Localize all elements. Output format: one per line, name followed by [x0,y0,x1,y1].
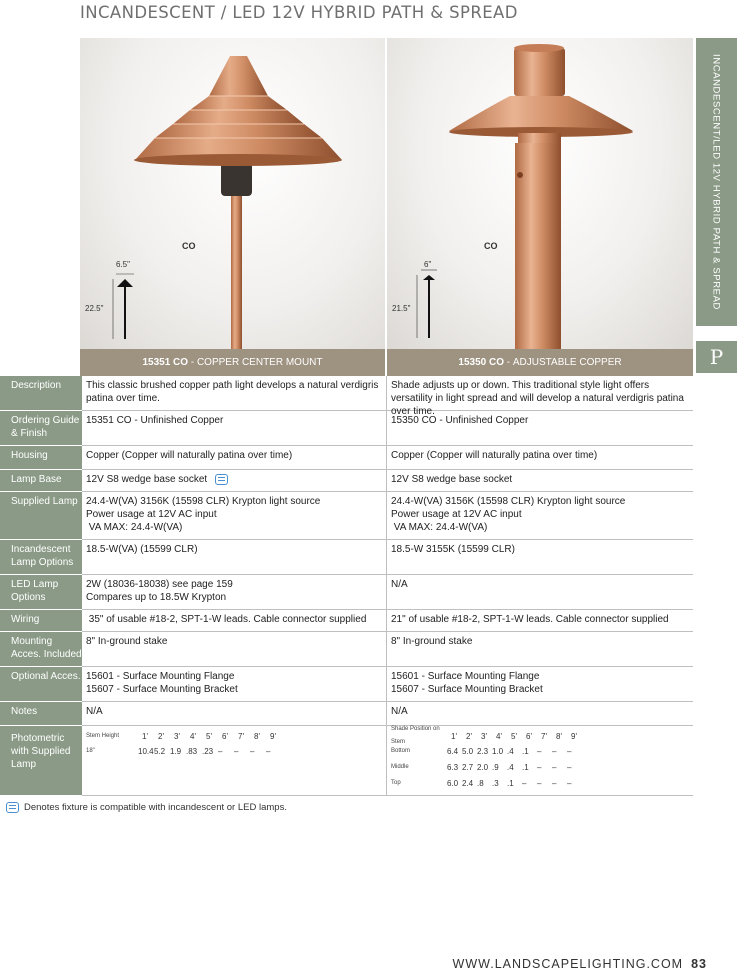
photometric-value: 6.0 [447,778,459,788]
spec-line: 15351 CO - Unfinished Copper [86,415,224,426]
spec-cell-left [82,702,387,725]
photometric-distance: 2' [466,731,472,741]
photometric-distance: 9' [571,731,577,741]
spec-cell-left [82,632,387,666]
lamp-compatibility-icon [215,474,228,485]
photometric-value: – [266,746,271,756]
photometric-value: .4 [507,746,514,756]
spec-line: 15350 CO - Unfinished Copper [391,415,529,426]
spec-label: Ordering Guide & Finish [0,411,82,446]
photometric-value: – [552,746,557,756]
spec-line: 2W (18036-18038) see page 159 [86,579,233,590]
photometric-value: – [250,746,255,756]
height-dimension: 21.5" [392,304,411,313]
photometric-distance: 9' [270,731,276,741]
page-number: 83 [691,957,707,971]
finish-code: CO [484,241,498,251]
spec-row-notes [0,702,693,726]
caption-description: COPPER CENTER MOUNT [196,357,323,368]
photometric-distance: 8' [254,731,260,741]
page-title: INCANDESCENT / LED 12V HYBRID PATH & SPREAD [80,3,518,22]
photometric-header [391,726,689,745]
photometric-header-label: Stem Height [86,732,120,739]
spec-cell-right [387,575,693,609]
spec-line: 35" of usable #18-2, SPT-1-W leads. Cable connector supplied [86,614,367,625]
photometric-value: – [218,746,223,756]
section-letter: P [696,341,737,373]
photometric-value: 6.4 [447,746,459,756]
spec-row-lamp-base [0,470,693,492]
photometric-table-right [387,726,693,795]
spec-label: Housing [0,446,82,470]
spec-cell-right [387,540,693,574]
photometric-value: 1.9 [170,746,182,756]
spec-cell-right [387,492,693,539]
photometric-value: 5.0 [462,746,474,756]
photometric-header-label: Shade Position on Stem [391,726,440,745]
adjustable-copper-fixture-icon [387,38,693,349]
spec-label: Photometric with Supplied Lamp [0,726,82,796]
photometric-value: 10.4 [138,746,154,756]
photometric-value: 1.0 [492,746,504,756]
photometric-value: – [537,778,542,788]
photometric-row-label: Bottom [391,747,411,754]
spec-line: VA MAX: 24.4-W(VA) [391,522,488,533]
photometric-value: .8 [477,778,484,788]
spec-label: Notes [0,702,82,726]
caption-separator: - [503,357,513,368]
photometric-distance: 7' [238,731,244,741]
spec-line: Power usage at 12V AC input [391,509,522,520]
spec-row-supplied-lamp [0,492,693,540]
height-dimension: 22.5" [85,304,104,313]
photometric-header [86,729,382,743]
spec-cell-right [387,446,693,469]
spec-row-optional [0,667,693,702]
spec-line: 15601 - Surface Mounting Flange [86,671,235,682]
photometric-value: .9 [492,762,499,772]
spec-row-wiring [0,610,693,632]
spec-label: Description [0,376,82,411]
spec-row-ordering [0,411,693,446]
spec-line: 24.4-W(VA) 3156K (15598 CLR) Krypton light source [391,496,626,507]
section-side-tab-text: INCANDESCENT/LED 12V HYBRID PATH & SPREAD [710,54,722,310]
spec-line: 15607 - Surface Mounting Bracket [391,684,543,695]
footer-url[interactable]: WWW.LANDSCAPELIGHTING.COM [452,957,684,971]
spec-line: N/A [391,579,408,590]
spec-label: Wiring [0,610,82,632]
spec-cell-left [82,446,387,469]
spec-line: Power usage at 12V AC input [86,509,217,520]
photometric-distance: 8' [556,731,562,741]
photometric-distance: 6' [222,731,228,741]
spec-line: Compares up to 18.5W Krypton [86,592,227,603]
photometric-row-label: Top [391,779,401,786]
photometric-distance: 3' [481,731,487,741]
spec-line: 21" of usable #18-2, SPT-1-W leads. Cable connector supplied [391,614,669,625]
width-dimension: 6" [424,260,432,269]
spec-cell-left [82,610,387,631]
spec-cell-right [387,667,693,701]
spec-cell-left [82,667,387,701]
photometric-value: .1 [522,746,529,756]
photometric-value: .23 [202,746,214,756]
photometric-distance: 3' [174,731,180,741]
caption-separator: - [188,357,197,368]
photometric-row [391,759,689,775]
product-caption-15350 [387,349,693,376]
spec-line: 8" In-ground stake [86,636,168,647]
spec-line: 24.4-W(VA) 3156K (15598 CLR) Krypton light source [86,496,321,507]
photometric-value: – [234,746,239,756]
spec-line: N/A [86,706,103,717]
spec-line: N/A [391,706,408,717]
spec-label: Incandescent Lamp Options [0,540,82,575]
product-caption-15351 [80,349,385,376]
photometric-row [391,743,689,759]
spec-line: Shade adjusts up or down. This traditional style light offers versatility in light spread and will develop a natural verdigris patina over time. [391,380,684,417]
spec-line: 18.5-W 3155K (15599 CLR) [391,544,515,555]
photometric-row [86,743,382,759]
spec-row-led [0,575,693,610]
product-photo-15350 [387,38,693,349]
photometric-distance: 1' [451,731,457,741]
spec-cell-right [387,632,693,666]
photometric-distance: 2' [158,731,164,741]
photometric-value: .83 [186,746,198,756]
spec-line: 12V S8 wedge base socket [86,474,208,485]
spec-cell-right [387,411,693,445]
spec-row-mounting [0,632,693,667]
spec-row-incandescent [0,540,693,575]
photometric-distance: 7' [541,731,547,741]
spec-label: Mounting Acces. Included [0,632,82,667]
spec-line: 18.5-W(VA) (15599 CLR) [86,544,198,555]
photometric-value: .3 [492,778,499,788]
product-photo-15351 [80,38,385,349]
spec-label: Optional Acces. [0,667,82,702]
photometric-value: 2.0 [477,762,489,772]
spec-cell-left [82,492,387,539]
spec-line: 15607 - Surface Mounting Bracket [86,684,238,695]
spec-cell-left [82,470,387,491]
compatibility-footnote [6,802,287,813]
spec-line: 8" In-ground stake [391,636,473,647]
finish-code: CO [182,241,196,251]
photometric-value: – [552,778,557,788]
spec-cell-right [387,376,693,417]
photometric-value: – [567,778,572,788]
photometric-distance: 4' [190,731,196,741]
photometric-row-label: Middle [391,763,409,770]
spec-row-housing [0,446,693,470]
photometric-distance: 5' [511,731,517,741]
photometric-row-label: 18" [86,747,95,754]
copper-center-mount-fixture-icon [80,38,385,349]
photometric-value: 2.4 [462,778,474,788]
spec-table [0,376,693,796]
spec-label: Supplied Lamp [0,492,82,540]
photometric-value: .1 [522,762,529,772]
spec-label: LED Lamp Options [0,575,82,610]
spec-cell-right [387,470,693,491]
photometric-value: 2.3 [477,746,489,756]
photometric-value: – [537,746,542,756]
photometric-distance: 1' [142,731,148,741]
photometric-value: .1 [507,778,514,788]
spec-row-photometric [0,726,693,796]
footnote-text: Denotes fixture is compatible with incandescent or LED lamps. [24,802,287,813]
photometric-value: .4 [507,762,514,772]
photometric-table-left [82,726,387,795]
spec-line: VA MAX: 24.4-W(VA) [86,522,183,533]
photometric-row [391,775,689,791]
photometric-value: – [537,762,542,772]
spec-line: 12V S8 wedge base socket [391,474,513,485]
photometric-distance: 4' [496,731,502,741]
photometric-value: 5.2 [154,746,166,756]
spec-cell-left [82,376,387,410]
spec-line: 15601 - Surface Mounting Flange [391,671,540,682]
caption-description: ADJUSTABLE COPPER [512,357,622,368]
spec-cell-left [82,575,387,609]
width-dimension: 6.5" [116,260,130,269]
photometric-value: – [522,778,527,788]
spec-cell-right [387,610,693,631]
spec-cell-left [82,411,387,445]
lamp-compatibility-icon [6,802,19,813]
photometric-distance: 5' [206,731,212,741]
spec-cell-right [387,702,693,725]
photometric-value: – [567,762,572,772]
photometric-value: – [552,762,557,772]
photometric-value: 2.7 [462,762,474,772]
spec-line: Copper (Copper will naturally patina over time) [391,450,598,461]
spec-line: This classic brushed copper path light develops a natural verdigris patina over time. [86,380,379,404]
spec-cell-left [82,540,387,574]
caption-model: 15351 CO [142,357,189,368]
photometric-value: – [567,746,572,756]
spec-line: Copper (Copper will naturally patina over time) [86,450,293,461]
page-footer [453,957,707,971]
photometric-distance: 6' [526,731,532,741]
spec-row-description [0,376,693,417]
photometric-value: 6.3 [447,762,459,772]
caption-model: 15350 CO [458,357,504,368]
spec-label: Lamp Base [0,470,82,492]
